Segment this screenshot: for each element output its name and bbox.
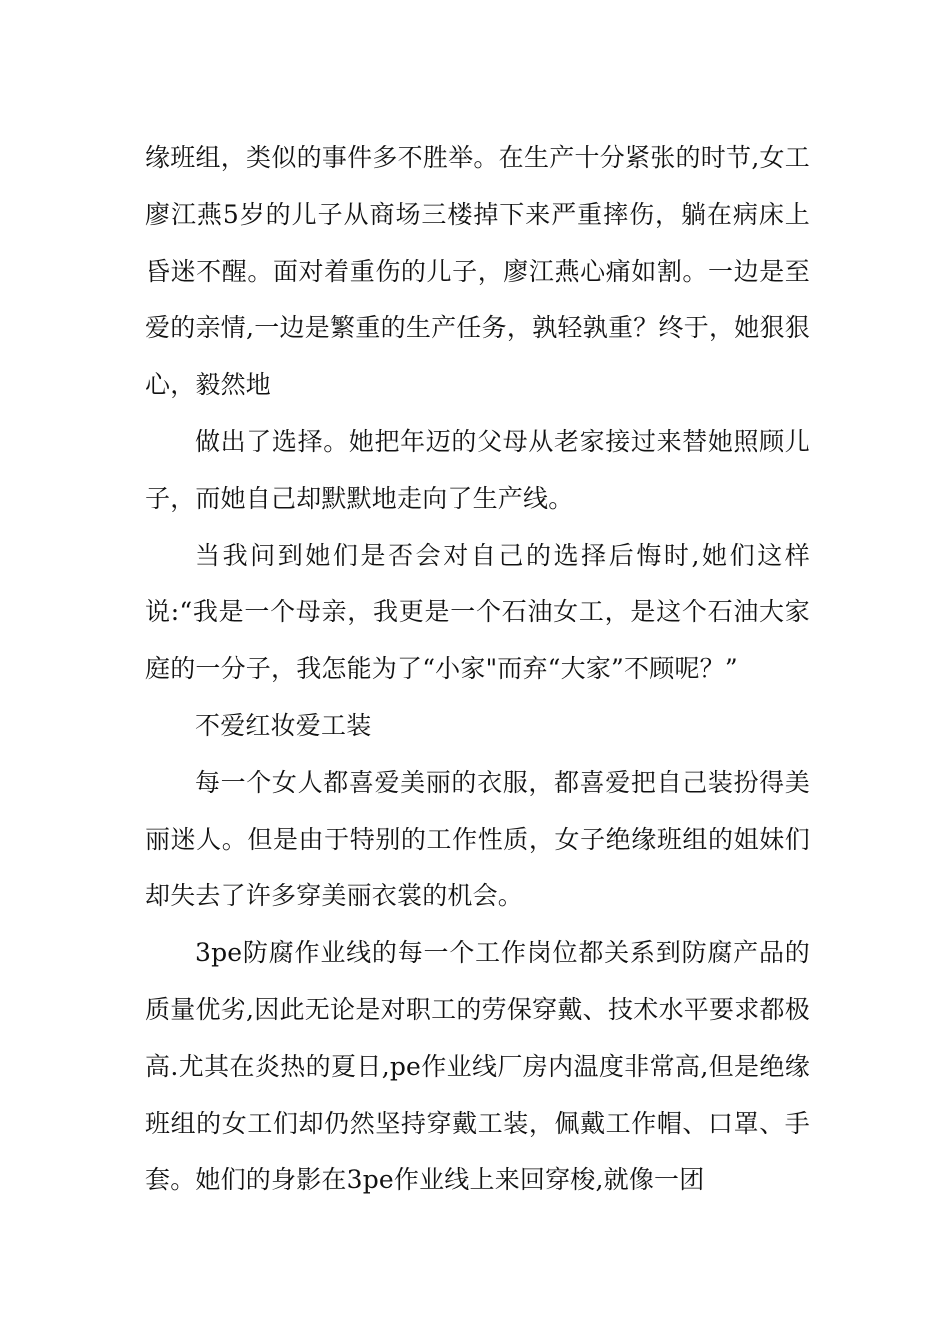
paragraph-3: 当我问到她们是否会对自己的选择后悔时,她们这样说:“我是一个母亲，我更是一个石油女工，是这个石油大家庭的一分子，我怎能为了“小家"而弃“大家”不顾呢？” xyxy=(145,540,810,684)
paragraph-4: 每一个女人都喜爱美丽的衣服，都喜爱把自己装扮得美丽迷人。但是由于特别的工作性质，女子绝缘班组的姐妹们却失去了许多穿美丽衣裳的机会。 xyxy=(145,767,810,911)
paragraph-2: 做出了选择。她把年迈的父母从老家接过来替她照顾儿子，而她自己却默默地走向了生产线。 xyxy=(145,426,810,513)
document-body xyxy=(145,130,810,1209)
paragraph-5: 3pe防腐作业线的每一个工作岗位都关系到防腐产品的质量优劣,因此无论是对职工的劳保穿戴、技术水平要求都极高.尤其在炎热的夏日,pe作业线厂房内温度非常高,但是绝缘班组的女工们却仍然坚持穿戴工装，佩戴工作帽、口罩、手套。她们的身影在3pe作业线上来回穿梭,就像一团 xyxy=(145,938,810,1195)
section-heading: 不爱红妆爱工装 xyxy=(195,710,372,740)
paragraph-1: 缘班组，类似的事件多不胜举。在生产十分紧张的时节,女工廖江燕5岁的儿子从商场三楼掉下来严重摔伤，躺在病床上昏迷不醒。面对着重伤的儿子，廖江燕心痛如割。一边是至爱的亲情,一边是繁重的生产任务，孰轻孰重？终于，她狠狠心，毅然地 xyxy=(145,143,810,400)
